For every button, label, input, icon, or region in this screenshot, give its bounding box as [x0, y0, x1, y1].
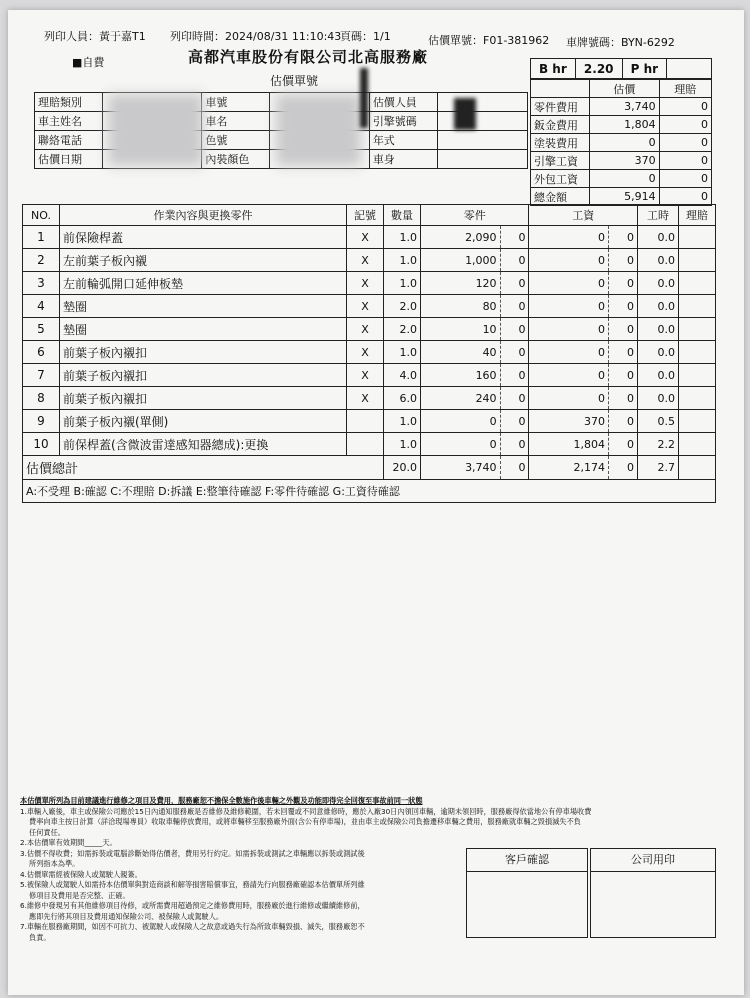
row-parts-claim: 0 — [500, 341, 529, 364]
row-hours: 0.5 — [638, 410, 679, 433]
summary-claim: 0 — [659, 188, 711, 206]
summary-estimate: 370 — [590, 152, 660, 170]
info-label: 車身 — [369, 150, 437, 169]
row-claim — [679, 387, 716, 410]
table-row — [23, 318, 716, 341]
table-row — [23, 226, 716, 249]
table-row — [23, 272, 716, 295]
info-label: 聯絡電話 — [35, 131, 103, 150]
row-desc: 墊圈 — [60, 318, 347, 341]
total-parts: 3,740 — [421, 456, 501, 480]
row-parts: 1,000 — [421, 249, 501, 272]
row-mark: X — [347, 249, 384, 272]
redaction-dark — [360, 68, 368, 128]
row-mark: X — [347, 272, 384, 295]
row-parts: 2,090 — [421, 226, 501, 249]
total-parts-claim: 0 — [500, 456, 529, 480]
row-parts: 120 — [421, 272, 501, 295]
row-wages-claim: 0 — [609, 226, 638, 249]
row-wages: 0 — [529, 272, 609, 295]
col-mark: 記號 — [347, 205, 384, 226]
summary-label: 零件費用 — [531, 98, 590, 116]
p-hr-label: P hr — [622, 59, 666, 79]
row-wages: 0 — [529, 341, 609, 364]
row-hours: 0.0 — [638, 295, 679, 318]
summary-estimate: 3,740 — [590, 98, 660, 116]
plate-number: 車牌號碼：BYN-6292 — [566, 36, 675, 49]
terms-item: 5.被保險人或駕駛人如需持本估價單與對造商談和解等損害賠償事宜，務請先行向服務廠確認本估價單所列維 — [20, 880, 365, 889]
row-wages-claim: 0 — [609, 272, 638, 295]
info-value — [437, 112, 528, 131]
printed-by: 列印人員：黃于嘉T1 — [44, 30, 146, 43]
row-parts: 10 — [421, 318, 501, 341]
row-mark: X — [347, 387, 384, 410]
b-hr-label: B hr — [531, 59, 576, 79]
terms-item: 修項目及費用是否完整、正確。 — [29, 890, 130, 900]
terms-item: 任何責任。 — [29, 827, 65, 837]
row-desc: 左前輪弧開口延伸板墊 — [60, 272, 347, 295]
row-qty: 6.0 — [384, 387, 421, 410]
summary-estimate: 0 — [590, 170, 660, 188]
row-wages: 0 — [529, 387, 609, 410]
p-hr-value — [667, 59, 712, 79]
table-row — [23, 433, 716, 456]
rate-box — [530, 58, 712, 79]
col-claim: 理賠 — [679, 205, 716, 226]
doc-title: 估價單號 — [270, 74, 319, 88]
info-value — [437, 150, 528, 169]
info-label: 車名 — [202, 112, 270, 131]
table-row — [23, 341, 716, 364]
summary-estimate: 0 — [590, 134, 660, 152]
row-mark — [347, 433, 384, 456]
row-wages-claim: 0 — [609, 433, 638, 456]
summary-label: 塗裝費用 — [531, 134, 590, 152]
info-label: 估價人員 — [369, 93, 437, 112]
redaction — [108, 94, 203, 166]
company-seal-label: 公司用印 — [591, 849, 715, 872]
row-wages: 0 — [529, 364, 609, 387]
status-legend: A:不受理 B:確認 C:不理賠 D:拆議 E:整筆待確認 F:零件待確認 G:工資待確認 — [23, 480, 716, 503]
row-parts-claim: 0 — [500, 364, 529, 387]
col-wages: 工資 — [529, 205, 638, 226]
summary-label: 總金額 — [531, 188, 590, 206]
row-claim — [679, 295, 716, 318]
row-claim — [679, 249, 716, 272]
row-desc: 墊圈 — [60, 295, 347, 318]
row-wages: 0 — [529, 318, 609, 341]
row-parts-claim: 0 — [500, 249, 529, 272]
row-no: 3 — [23, 272, 60, 295]
summary-claim: 0 — [659, 116, 711, 134]
row-wages-claim: 0 — [609, 249, 638, 272]
summary-claim: 0 — [659, 170, 711, 188]
row-qty: 4.0 — [384, 364, 421, 387]
total-wages: 2,174 — [529, 456, 609, 480]
row-hours: 0.0 — [638, 318, 679, 341]
customer-confirm-box — [466, 848, 588, 938]
info-label: 內裝顏色 — [202, 150, 270, 169]
row-mark — [347, 410, 384, 433]
row-hours: 2.2 — [638, 433, 679, 456]
terms-item: 6.維修中發現另有其他維修項目待修，或所需費用超過預定之維修費用時，服務廠於進行維修或繼續維修前， — [20, 901, 365, 910]
row-mark: X — [347, 341, 384, 364]
summary-corner — [531, 80, 590, 98]
self-pay-label: ■自費 — [72, 56, 105, 69]
row-parts-claim: 0 — [500, 226, 529, 249]
row-no: 9 — [23, 410, 60, 433]
terms-item: 1.車輛入廠後，車主或保險公司應於15日內通知服務廠是否維修及維修範圍，若未回覆或不同意維修時，應於入廠30日內領回車輛，逾期未領回時，服務廠得依當地公有停車場收費 — [20, 806, 592, 816]
row-parts: 40 — [421, 341, 501, 364]
row-no: 2 — [23, 249, 60, 272]
row-no: 5 — [23, 318, 60, 341]
terms-item: 費率向車主按日計算（詳洽現場專員）收取車輛停放費用，或將車輛移至服務廠外面(含公有停車場)，並由車主或保險公司負擔遷移車輛之費用，服務廠就車輛之毀損滅失不負 — [29, 817, 581, 826]
row-mark: X — [347, 226, 384, 249]
summary-label: 外包工資 — [531, 170, 590, 188]
table-row — [23, 249, 716, 272]
col-desc: 作業內容與更換零件 — [60, 205, 347, 226]
row-desc: 前葉子板內襯扣 — [60, 387, 347, 410]
row-no: 10 — [23, 433, 60, 456]
row-qty: 1.0 — [384, 226, 421, 249]
row-parts: 80 — [421, 295, 501, 318]
row-claim — [679, 410, 716, 433]
terms-item: 應即先行將其項目及費用通知保險公司、被保險人或駕駛人。 — [29, 911, 224, 921]
row-desc: 前保險桿蓋 — [60, 226, 347, 249]
row-hours: 0.0 — [638, 387, 679, 410]
row-no: 7 — [23, 364, 60, 387]
summary-label: 引擎工資 — [531, 152, 590, 170]
row-qty: 1.0 — [384, 410, 421, 433]
company-name: 高都汽車股份有限公司北高服務廠 — [188, 48, 429, 66]
row-parts-claim: 0 — [500, 433, 529, 456]
row-wages-claim: 0 — [609, 318, 638, 341]
summary-estimate: 1,804 — [590, 116, 660, 134]
row-claim — [679, 318, 716, 341]
terms-item: 負責。 — [29, 932, 51, 942]
col-parts: 零件 — [421, 205, 529, 226]
terms-item: 3.估價不得收費；如需拆裝或電腦診斷始得估價者，費用另行約定。如需拆裝或測試之車輛應以拆裝或測試後 — [20, 848, 365, 858]
row-qty: 2.0 — [384, 318, 421, 341]
row-parts-claim: 0 — [500, 410, 529, 433]
info-label: 理賠類別 — [35, 93, 103, 112]
summary-claim: 0 — [659, 98, 711, 116]
info-label: 估價日期 — [35, 150, 103, 169]
work-items-table — [22, 204, 716, 503]
row-no: 1 — [23, 226, 60, 249]
row-desc: 前保桿蓋(含微波雷達感知器總成):更換 — [60, 433, 347, 456]
row-parts-claim: 0 — [500, 295, 529, 318]
info-label: 車主姓名 — [35, 112, 103, 131]
row-wages-claim: 0 — [609, 387, 638, 410]
page-number: 頁碼：1/1 — [340, 30, 391, 43]
terms-item: 所列指本為準。 — [29, 859, 80, 868]
info-label: 車號 — [202, 93, 270, 112]
row-parts-claim: 0 — [500, 318, 529, 341]
row-desc: 前葉子板內襯扣 — [60, 341, 347, 364]
info-value — [437, 131, 528, 150]
redaction — [276, 94, 361, 166]
total-claim — [679, 456, 716, 480]
row-wages-claim: 0 — [609, 410, 638, 433]
row-wages: 370 — [529, 410, 609, 433]
row-hours: 0.0 — [638, 341, 679, 364]
col-qty: 數量 — [384, 205, 421, 226]
company-seal-box — [590, 848, 716, 938]
terms-title: 本估價單所列為目前建議進行維修之項目及費用，服務廠恕不擔保全數施作後車輛之外觀及功能即得完全回復至事故前同一狀態 — [20, 796, 423, 805]
row-desc: 左前葉子板內襯 — [60, 249, 347, 272]
row-claim — [679, 226, 716, 249]
row-wages-claim: 0 — [609, 364, 638, 387]
terms-item: 4.估價單需經被保險人或駕駛人親簽。 — [20, 869, 142, 879]
row-qty: 1.0 — [384, 433, 421, 456]
row-wages: 0 — [529, 249, 609, 272]
row-parts: 0 — [421, 410, 501, 433]
b-hr-value: 2.20 — [575, 59, 622, 79]
row-wages: 1,804 — [529, 433, 609, 456]
total-label: 估價總計 — [23, 456, 384, 480]
terms-item: 2.本估價單有效期間_____天。 — [20, 838, 117, 847]
row-hours: 0.0 — [638, 364, 679, 387]
col-hours: 工時 — [638, 205, 679, 226]
row-parts: 240 — [421, 387, 501, 410]
total-wages-claim: 0 — [609, 456, 638, 480]
terms-item: 7.車輛在服務廠期間，如因不可抗力、被駕駛人或保險人之故意或過失行為所致車輛毀損、滅失，服務廠恕不 — [20, 922, 365, 931]
total-hours: 2.7 — [638, 456, 679, 480]
table-row — [23, 364, 716, 387]
summary-claim: 0 — [659, 134, 711, 152]
row-mark: X — [347, 364, 384, 387]
info-label: 引擎號碼 — [369, 112, 437, 131]
row-no: 8 — [23, 387, 60, 410]
estimate-number: 估價單號：F01-381962 — [428, 34, 550, 47]
row-desc: 前葉子板內襯扣 — [60, 364, 347, 387]
info-value — [437, 93, 528, 112]
row-wages: 0 — [529, 295, 609, 318]
table-row — [23, 387, 716, 410]
total-qty: 20.0 — [384, 456, 421, 480]
row-claim — [679, 364, 716, 387]
table-row — [23, 295, 716, 318]
row-claim — [679, 272, 716, 295]
row-no: 6 — [23, 341, 60, 364]
summary-claim: 0 — [659, 152, 711, 170]
redaction-dark — [454, 98, 476, 130]
customer-confirm-label: 客戶確認 — [467, 849, 587, 872]
estimate-sheet — [8, 10, 744, 995]
cost-summary-table — [530, 79, 712, 206]
row-mark: X — [347, 295, 384, 318]
table-row — [23, 410, 716, 433]
row-wages: 0 — [529, 226, 609, 249]
print-time: 列印時間：2024/08/31 11:10:43 — [170, 30, 342, 43]
row-hours: 0.0 — [638, 226, 679, 249]
info-label: 年式 — [369, 131, 437, 150]
row-claim — [679, 341, 716, 364]
summary-col-claim: 理賠 — [659, 80, 711, 98]
row-parts: 0 — [421, 433, 501, 456]
summary-label: 鈑金費用 — [531, 116, 590, 134]
row-qty: 1.0 — [384, 272, 421, 295]
row-hours: 0.0 — [638, 272, 679, 295]
row-qty: 1.0 — [384, 341, 421, 364]
info-label: 色號 — [202, 131, 270, 150]
row-claim — [679, 433, 716, 456]
col-no: NO. — [23, 205, 60, 226]
row-qty: 1.0 — [384, 249, 421, 272]
row-no: 4 — [23, 295, 60, 318]
row-wages-claim: 0 — [609, 341, 638, 364]
row-desc: 前葉子板內襯(單側) — [60, 410, 347, 433]
row-parts: 160 — [421, 364, 501, 387]
row-qty: 2.0 — [384, 295, 421, 318]
summary-estimate: 5,914 — [590, 188, 660, 206]
row-parts-claim: 0 — [500, 272, 529, 295]
row-hours: 0.0 — [638, 249, 679, 272]
row-wages-claim: 0 — [609, 295, 638, 318]
row-parts-claim: 0 — [500, 387, 529, 410]
summary-col-estimate: 估價 — [590, 80, 660, 98]
row-mark: X — [347, 318, 384, 341]
